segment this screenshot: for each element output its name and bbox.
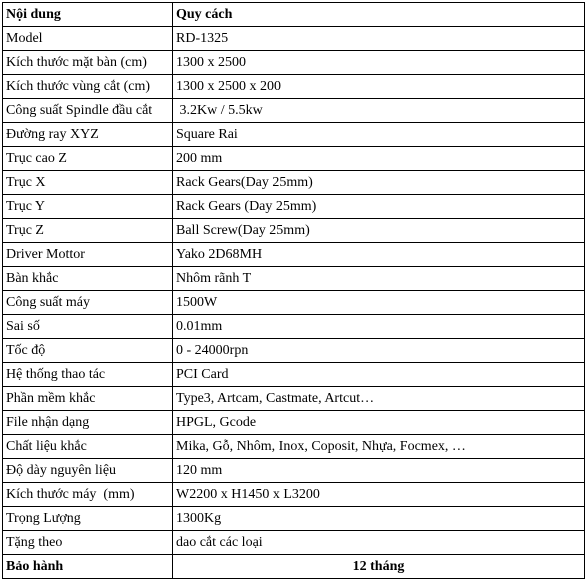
warranty-label: Bảo hành — [3, 555, 173, 579]
row-value: Type3, Artcam, Castmate, Artcut… — [173, 387, 585, 411]
row-value: Mika, Gỗ, Nhôm, Inox, Coposit, Nhựa, Focmex, … — [173, 435, 585, 459]
table-row — [3, 435, 585, 459]
row-value: 0 - 24000rpn — [173, 339, 585, 363]
row-value: Rack Gears (Day 25mm) — [173, 195, 585, 219]
header-spec-label: Quy cách — [173, 3, 585, 27]
table-row — [3, 147, 585, 171]
row-label: Hệ thống thao tác — [3, 363, 173, 387]
row-label: Tặng theo — [3, 531, 173, 555]
table-footer-row — [3, 555, 585, 579]
table-row — [3, 363, 585, 387]
row-value: PCI Card — [173, 363, 585, 387]
row-label: Trục X — [3, 171, 173, 195]
row-value: HPGL, Gcode — [173, 411, 585, 435]
table-row — [3, 387, 585, 411]
row-label: Kích thước mặt bàn (cm) — [3, 51, 173, 75]
row-value: Square Rai — [173, 123, 585, 147]
table-row — [3, 195, 585, 219]
row-label: Kích thước máy (mm) — [3, 483, 173, 507]
table-row — [3, 531, 585, 555]
table-row — [3, 459, 585, 483]
row-value: Ball Screw(Day 25mm) — [173, 219, 585, 243]
table-row — [3, 411, 585, 435]
row-label: Trọng Lượng — [3, 507, 173, 531]
row-label: Phần mềm khắc — [3, 387, 173, 411]
table-row — [3, 123, 585, 147]
table-row — [3, 243, 585, 267]
row-value: dao cắt các loại — [173, 531, 585, 555]
row-value: Yako 2D68MH — [173, 243, 585, 267]
row-value: 1300 x 2500 x 200 — [173, 75, 585, 99]
row-label: Trục Y — [3, 195, 173, 219]
table-row — [3, 315, 585, 339]
table-row — [3, 219, 585, 243]
row-value: 1500W — [173, 291, 585, 315]
spec-table — [2, 2, 585, 579]
table-row — [3, 99, 585, 123]
row-label: Công suất Spindle đầu cắt — [3, 99, 173, 123]
row-value: RD-1325 — [173, 27, 585, 51]
row-label: Trục cao Z — [3, 147, 173, 171]
warranty-value: 12 tháng — [173, 555, 585, 579]
row-value: 120 mm — [173, 459, 585, 483]
row-value: Nhôm rãnh T — [173, 267, 585, 291]
row-label: Bàn khắc — [3, 267, 173, 291]
row-value: 1300Kg — [173, 507, 585, 531]
row-label: Sai số — [3, 315, 173, 339]
table-row — [3, 27, 585, 51]
row-value: 0.01mm — [173, 315, 585, 339]
row-label: Driver Mottor — [3, 243, 173, 267]
row-label: Độ dày nguyên liệu — [3, 459, 173, 483]
row-label: File nhận dạng — [3, 411, 173, 435]
table-row — [3, 291, 585, 315]
row-label: Tốc độ — [3, 339, 173, 363]
row-value: W2200 x H1450 x L3200 — [173, 483, 585, 507]
row-label: Kích thước vùng cắt (cm) — [3, 75, 173, 99]
header-content-label: Nội dung — [3, 3, 173, 27]
row-label: Model — [3, 27, 173, 51]
row-value: 200 mm — [173, 147, 585, 171]
table-row — [3, 267, 585, 291]
table-row — [3, 483, 585, 507]
row-value: Rack Gears(Day 25mm) — [173, 171, 585, 195]
table-row — [3, 75, 585, 99]
row-label: Trục Z — [3, 219, 173, 243]
row-value: 1300 x 2500 — [173, 51, 585, 75]
table-header-row — [3, 3, 585, 27]
table-row — [3, 339, 585, 363]
row-label: Công suất máy — [3, 291, 173, 315]
row-value: 3.2Kw / 5.5kw — [173, 99, 585, 123]
table-row — [3, 507, 585, 531]
row-label: Đường ray XYZ — [3, 123, 173, 147]
table-row — [3, 51, 585, 75]
table-row — [3, 171, 585, 195]
row-label: Chất liệu khắc — [3, 435, 173, 459]
